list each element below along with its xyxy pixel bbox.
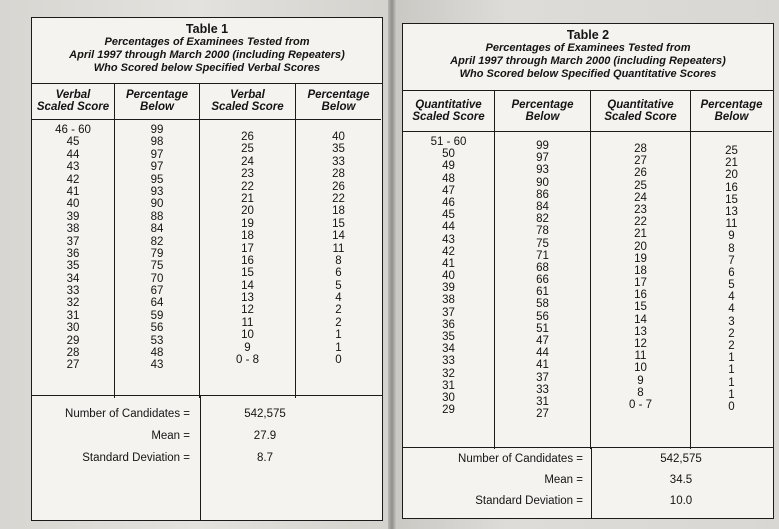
table-cell: 11 [241,316,254,329]
table-cell: 16 [241,254,254,267]
table-cell: 32 [442,367,455,380]
table-1-subtitle-line-1: Percentages of Examinees Tested from [104,36,310,48]
table-cell: 42 [442,245,455,258]
t1-colhead-4-line-1: Percentage [307,89,370,101]
table-cell: 67 [150,285,164,298]
t2-col-quant-score-1 [403,90,495,449]
t2-colhead-4 [691,90,772,132]
table-cell: 43 [66,161,80,174]
t1-col-percentage-1 [115,83,200,398]
table-cell: 33 [536,383,549,396]
table-cell: 22 [332,192,345,205]
t2-colhead-3 [591,90,690,132]
t1-col-2-values [115,124,199,372]
table-cell: 46 - 60 [55,124,91,136]
t1-colhead-4 [296,83,381,120]
t1-col-3-values [200,131,295,366]
table-cell: 36 [66,247,80,260]
table-cell: 23 [241,168,254,181]
t2-footer-label-candidates: Number of Candidates = [458,453,583,465]
t1-footer-value-sd: 8.7 [257,452,273,464]
table-cell: 41 [442,257,455,270]
table-cell: 37 [536,371,549,384]
table-cell: 5 [728,279,735,292]
table-cell: 68 [536,261,549,274]
table-cell: 25 [725,145,738,157]
table-cell: 6 [728,266,735,279]
table-cell: 51 [536,322,549,335]
t2-colhead-2-line-2: Below [525,110,560,123]
table-cell: 44 [536,347,549,360]
table-cell: 27 [634,155,647,168]
table-cell: 49 [442,160,455,173]
table-cell: 45 [442,209,455,222]
table-cell: 50 [442,148,455,161]
table-cell: 20 [241,205,254,218]
table-cell: 31 [66,309,80,322]
table-cell: 29 [66,334,80,347]
table-cell: 19 [241,217,254,230]
table-cell: 1 [335,341,342,354]
table-cell: 16 [725,181,738,194]
table-cell: 93 [536,164,549,177]
table-cell: 20 [634,240,647,253]
table-cell: 82 [536,213,549,226]
t2-colhead-4-line-2: Below [714,110,749,123]
table-cell: 2 [728,340,735,352]
table-cell: 1 [728,364,735,377]
table-cell: 43 [442,233,455,246]
t2-colhead-4-line-1: Percentage [700,98,763,111]
table-cell: 97 [150,148,164,161]
table-cell: 95 [150,173,164,186]
table-cell: 10 [241,329,254,342]
table-cell: 35 [66,260,80,273]
table-cell: 15 [332,217,345,230]
table-cell: 41 [66,185,80,198]
table-cell: 28 [634,143,647,155]
table-cell: 21 [725,157,738,170]
table-cell: 46 [442,196,455,209]
t2-footer-label-mean: Mean = [544,474,583,486]
table-cell: 19 [634,252,647,265]
t1-footer-label-sd: Standard Deviation = [82,452,190,464]
table-cell: 5 [335,279,342,292]
t1-footer-label-mean: Mean = [151,430,190,442]
table-cell: 6 [335,267,342,280]
table-cell: 20 [725,169,738,182]
table-cell: 0 [728,400,735,413]
table-cell: 38 [66,223,80,236]
table-cell: 21 [634,228,647,241]
table-cell: 13 [634,325,647,338]
table-cell: 15 [725,193,738,206]
table-cell: 48 [150,347,164,360]
table-cell: 1 [728,376,735,389]
table-cell: 18 [241,230,254,243]
table-2 [402,23,774,519]
table-1-subtitle-line-2: April 1997 through March 2000 (including Repeaters) [69,49,345,61]
t2-footer-value-candidates: 542,575 [660,453,702,465]
t1-colhead-2-line-2: Below [140,101,174,113]
table-cell: 25 [241,143,254,156]
t1-footer-value-candidates: 542,575 [244,408,286,420]
table-cell: 70 [150,272,164,285]
table-cell: 18 [332,205,345,218]
table-cell: 14 [332,230,345,243]
table-cell: 2 [335,304,342,317]
table-cell: 61 [536,286,549,299]
table-cell: 13 [241,292,254,305]
table-cell: 37 [66,235,80,248]
table-cell: 24 [634,191,647,204]
table-cell: 97 [150,161,164,174]
table-cell: 64 [150,297,164,310]
table-2-subtitle-line-1: Percentages of Examinees Tested from [485,42,691,54]
table-cell: 13 [725,205,738,218]
table-cell: 24 [241,155,254,168]
table-cell: 26 [241,131,254,143]
t1-colhead-1-line-1: Verbal [55,89,91,101]
t2-colhead-2-line-1: Percentage [511,98,574,111]
table-cell: 51 - 60 [430,136,467,148]
table-cell: 21 [241,192,254,205]
table-cell: 27 [536,408,549,421]
table-cell: 39 [442,282,455,295]
t2-footer-row-candidates [403,449,773,469]
table-cell: 40 [66,198,80,211]
t1-col-1-values [32,124,114,372]
table-cell: 15 [241,267,254,280]
table-cell: 33 [66,285,80,298]
table-cell: 0 - 7 [628,398,652,411]
t1-col-verbal-score-2 [200,83,296,398]
table-cell: 2 [728,327,735,340]
table-cell: 8 [335,254,342,267]
t2-col-4-values [691,145,772,413]
table-cell: 58 [536,298,549,311]
table-cell: 22 [241,180,254,193]
table-cell: 99 [150,124,164,136]
table-cell: 86 [536,188,549,201]
table-cell: 42 [66,173,80,186]
table-cell: 4 [335,292,342,305]
table-cell: 56 [536,310,549,323]
table-2-subtitle-line-2: April 1997 through March 2000 (including Repeaters) [450,55,726,67]
t1-colhead-1-line-2: Scaled Score [36,101,110,113]
table-cell: 25 [634,179,647,192]
t1-footer-row-mean [32,426,382,446]
table-2-footer [403,447,773,518]
table-cell: 15 [634,301,647,314]
t2-colhead-2 [495,90,590,132]
table-cell: 12 [634,338,647,350]
table-cell: 47 [442,184,455,197]
t2-footer-value-sd: 10.0 [669,495,693,507]
table-1-footer [32,395,382,520]
table-cell: 75 [150,260,164,273]
table-cell: 93 [150,185,164,198]
table-cell: 34 [66,272,80,285]
table-2-header [403,24,773,91]
t1-footer-row-sd [32,448,382,468]
table-cell: 0 [335,354,342,367]
table-cell: 37 [442,306,455,319]
table-cell: 90 [150,198,164,211]
table-cell: 35 [442,331,455,343]
t2-col-quant-score-2 [591,90,691,449]
table-cell: 31 [536,395,549,408]
table-cell: 48 [442,172,455,185]
table-cell: 47 [536,335,549,347]
t1-footer-label-candidates: Number of Candidates = [65,408,190,420]
table-cell: 36 [442,318,455,331]
table-cell: 88 [150,210,164,223]
table-cell: 31 [442,379,455,392]
table-cell: 98 [150,136,164,149]
table-cell: 1 [728,352,735,365]
book-spine [388,0,396,529]
table-cell: 90 [536,176,549,189]
table-cell: 27 [66,359,80,372]
table-cell: 79 [150,247,164,260]
t1-colhead-3-line-2: Scaled Score [211,101,284,113]
table-cell: 3 [728,315,735,328]
table-cell: 14 [634,313,647,326]
table-2-title: Table 2 [566,28,610,42]
t1-col-verbal-score-1 [32,83,115,398]
table-cell: 32 [66,297,80,310]
t1-colhead-2-line-1: Percentage [125,89,188,101]
table-cell: 17 [241,242,254,255]
t2-colhead-3-line-1: Quantitative [607,98,674,111]
table-cell: 10 [634,362,647,375]
table-cell: 16 [634,289,647,302]
table-cell: 84 [150,223,164,236]
table-cell: 44 [66,148,80,161]
table-cell: 82 [150,235,164,248]
t2-col-1-values [403,136,494,416]
table-cell: 4 [728,303,735,316]
t2-footer-row-sd [403,491,773,511]
table-cell: 29 [442,404,455,417]
table-cell: 4 [728,291,735,304]
t1-colhead-3-line-1: Verbal [230,89,265,101]
t2-col-3-values [591,143,690,411]
t2-colhead-1-line-1: Quantitative [415,98,482,111]
table-cell: 40 [332,131,345,143]
table-cell: 34 [442,343,455,356]
table-cell: 8 [728,242,735,255]
t1-col-percentage-2 [296,83,381,398]
table-cell: 97 [536,152,549,165]
t1-colhead-4-line-2: Below [321,101,356,113]
table-cell: 14 [241,279,254,292]
table-cell: 26 [634,167,647,180]
table-cell: 45 [66,136,80,149]
t1-colhead-1 [32,83,114,120]
t2-colhead-3-line-2: Scaled Score [604,110,677,123]
t2-col-percentage-1 [495,90,591,449]
table-cell: 17 [634,277,647,290]
table-cell: 22 [634,216,647,229]
t1-footer-row-candidates [32,404,382,424]
table-cell: 8 [637,386,644,399]
table-cell: 1 [335,329,342,342]
t2-colhead-1 [403,90,494,132]
table-cell: 59 [150,309,164,322]
table-cell: 9 [637,374,644,387]
t1-footer-value-mean: 27.9 [253,430,277,442]
table-cell: 43 [150,359,164,372]
table-cell: 33 [442,355,455,368]
table-cell: 28 [332,168,345,181]
table-cell: 26 [332,180,345,193]
table-cell: 44 [442,221,455,234]
table-cell: 1 [728,388,735,401]
table-cell: 9 [244,341,251,354]
t1-colhead-2 [115,83,199,120]
table-cell: 39 [66,210,80,223]
t2-footer-label-sd: Standard Deviation = [475,495,583,507]
table-cell: 71 [536,249,549,262]
table-cell: 28 [66,347,80,360]
table-1-title: Table 1 [185,22,229,36]
table-cell: 75 [536,237,549,250]
table-cell: 2 [335,316,342,329]
table-cell: 40 [442,270,455,283]
t2-footer-value-mean: 34.5 [669,474,693,486]
table-cell: 11 [725,218,738,231]
table-cell: 23 [634,203,647,216]
table-cell: 78 [536,225,549,238]
table-cell: 9 [728,230,735,243]
table-cell: 30 [442,391,455,404]
table-cell: 7 [728,254,735,267]
table-cell: 56 [150,322,164,335]
table-cell: 33 [332,155,345,168]
table-1 [31,17,383,521]
table-cell: 84 [536,200,549,213]
t2-col-2-values [495,140,590,420]
table-cell: 30 [66,322,80,335]
table-cell: 41 [536,359,549,372]
table-2-subtitle-line-3: Who Scored below Specified Quantitative Scores [459,68,717,80]
table-cell: 35 [332,143,345,156]
t2-colhead-1-line-2: Scaled Score [412,110,485,123]
table-cell: 99 [536,140,549,152]
table-cell: 12 [241,304,254,317]
t1-col-4-values [296,131,381,366]
t2-footer-row-mean [403,470,773,490]
table-1-subtitle-line-3: Who Scored below Specified Verbal Scores [93,62,321,74]
table-cell: 38 [442,294,455,307]
table-cell: 11 [332,242,345,255]
t2-col-percentage-2 [691,90,772,449]
table-cell: 18 [634,264,647,277]
table-1-header [32,18,382,84]
table-cell: 66 [536,274,549,287]
table-cell: 0 - 8 [235,354,259,367]
t1-colhead-3 [200,83,295,120]
table-cell: 11 [634,350,647,363]
table-cell: 53 [150,334,164,347]
